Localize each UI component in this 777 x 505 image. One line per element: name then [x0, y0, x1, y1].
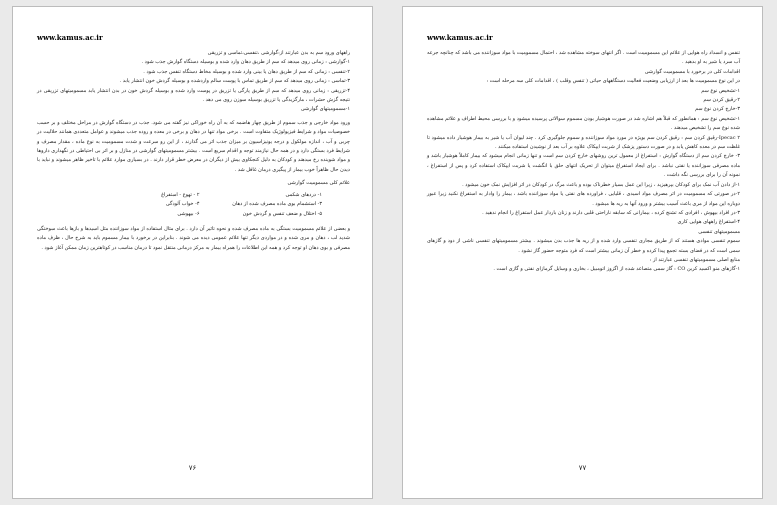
paragraph: ۱-تشخیص نوع سم : همانطور که قبلاً هم اشاره شد در صورت هوشیار بودن مسموم سوالاتی پرسیده میشود و با بررسی محیط اطراف و علائم مشاهده شده نوع سم را تشخیص میدهند . [427, 115, 740, 132]
table-cell: ۴- خواب آلودگی [165, 201, 200, 208]
paragraph [427, 134, 740, 153]
list-item: ۳-خارج کردن نوع سم [695, 106, 740, 113]
table-title: علائم کلی مسمومیت گوارشی [287, 180, 350, 187]
table-cell: ۳- استشمام بوی ماده مصرف شده از دهان [232, 201, 322, 208]
paragraph: ۱-گوارشی : زمانی روی میدهد که سم از طریق دهان وارد شده و بوسیله دستگاه گوارش جذب شود . [141, 59, 350, 66]
paragraph: در این نوع مسمومیت ها بعد از ارزیابی وضعیت فعالیت دستگاههای حیاتی ( تنفس وقلب ) ، اقدامات کلی سه مرحله است : [486, 78, 740, 85]
paragraph: ورود مواد خارجی و جذب سموم از طریق چهار هاضمه که به آن راه خوراکی نیز گفته می شود. جذب در دستگاه گوارش در مراحل مختلف و بر حسب خصوصیات مواد و شرایط فیزیولوژیک متفاوت است . برخی مواد تنها در دهان و برخی در معده و روده جذب میشوند و عوامل متعددی همانند حلالیت در چربی و آب ، اندازه مولکول و درجه یونیزاسیون بر میزان جذب اثر می گذارند ، از این رو سرعت و شدت مسمومیت به نوع ماده ، مقدار مصرف و شرایط فرد بستگی دارد و در همه حال نیازمند توجه و اقدام سریع است . بیشتر مسمومیتهای گوارشی در منازل و بر اثر بی احتیاطی در نگهداری داروها و مواد شوینده رخ میدهند و کودکان به دلیل کنجکاوی بیش از دیگران در معرض خطر قرار دارند . در بسیاری موارد علائم با تاخیر ظاهر میشوند و نباید با دیدن حال ظاهراً خوب بیمار از پیگیری درمان غافل شد . [37, 119, 350, 173]
paragraph-text: ۲-رقیق کردن سم : رقیق کردن سم بویژه در مورد مواد سوزاننده و سموم جلوگیری کرد . چند لیوان آب یا شیر به بیمار هوشیار داده میشود تا غلظت سم در معده کاهش یابد و در صورت دستور پزشک از شربت ایپکاک علاوه بر آب بعد از نوشیدن استفاده میکنند . [427, 134, 740, 151]
page-number: ۷۷ [578, 464, 587, 472]
ipecac-label: Ipecac [718, 134, 736, 141]
paragraph: ۲-در صورتی که مسمومیت در اثر مصرف مواد اسیدی ، قلیایی ، فراورده های نفتی یا مواد سوزاننده باشد ، بیمار را وادار به استفراغ نکنید زیرا عبور دوباره این مواد از مری باعث آسیب بیشتر و ورود آنها به ریه ها میشود . [427, 191, 740, 207]
left-page [12, 6, 373, 499]
list-item: ۲-رقیق کردن سم [703, 97, 740, 104]
page-body [427, 49, 740, 275]
header-url: www.kamus.ac.ir [427, 33, 493, 42]
header-url: www.kamus.ac.ir [37, 33, 103, 42]
paragraph: ۴-استفراغ راههای هوایی کاری [677, 219, 740, 226]
paragraph: ۱-از دادن آب نمک برای کودکان بپرهیزید ، زیرا این عمل بسیار خطرناک بوده و باعث مرگ در کودکان در اثر افزایش نمک خون میشود . [462, 181, 740, 188]
paragraph: سموم تنفسی موادی هستند که از طریق مجاری تنفسی وارد شده و از ریه ها جذب بدن میشوند . بیشتر مسمومیتهای تنفسی ناشی از دود و گازهای سمی است که در فضای بسته تجمع پیدا کرده و خطر آن زمانی بیشتر است که فرد متوجه حضور گاز نشود . [427, 238, 740, 254]
symptoms-table [77, 191, 322, 219]
section-heading: مسمومیتهای تنفسی [698, 228, 740, 235]
paragraph: ۳-در افراد بیهوش ، افرادی که تشنج کرده ، بیمارانی که سابقه ناراحتی قلبی دارند و زنان باردار عمل استفراغ را انجام ندهید . [482, 209, 740, 216]
paragraph: ۳- خارج کردن سم از دستگاه گوارش : استفراغ از معمول ترین روشهای خارج کردن سم است و تنها زمانی انجام میشود که بیمار کاملاً هوشیار باشد و ماده مصرفی سوزاننده یا نفتی نباشد . برای ایجاد استفراغ میتوان از تحریک انتهای حلق با انگشت یا شربت ایپکاک استفاده کرد و پس از استفراغ ، نمونه آن را برای بررسی نگه داشت . [427, 153, 740, 179]
table-cell: ۱- دردهای شکمی [285, 191, 322, 198]
paragraph: تنفس و انسداد راه هوایی از علائم این مسمومیت است . اگر انتهای سوخته مشاهده شد ، احتمال مسمومیت با مواد سوزاننده می باشد که چنانچه جرعه آب سرد یا شیر به او بدهید . [427, 50, 741, 66]
list-item: ۱-تشخیص نوع سم [701, 87, 740, 94]
paragraph: راههای ورود سم به بدن عبارتند از:گوارشی ،تنفسی،تماسی و تزریقی [207, 50, 350, 56]
paragraph: و بعضی از علائم مسمومیت بستگی به ماده مصرف شده و نحوه تاثیر آن دارد . برای مثال استفاده از مواد سوزاننده مثل اسیدها و بازها باعث سوختگی شدید لب ، دهان و مری شده و در مواردی دیگر تنها علائم عمومی دیده می شوند . بنابراین در برخورد با بیمار مسموم باید به شرح حال ، ظرف ماده مصرفی و بوی دهان او توجه کرد و همه این اطلاعات را همراه بیمار به مرکز درمانی منتقل نمود تا درمان مناسب در کوتاهترین زمان ممکن آغاز شود . [37, 225, 350, 251]
section-heading: اقدامات کلی در برخورد با مسمومیت گوارشی [644, 68, 740, 75]
page-body [37, 49, 350, 253]
paragraph: ۳-تماسی : زمانی روی میدهد که سم از طریق تماس با پوست سالم واردشده و بوسیله گردش خون انتشار یابد . [119, 78, 350, 85]
section-heading: ۱-مسمومیتهای گوارشی [300, 106, 350, 113]
paragraph: ۴-تزریقی : زمانی روی میدهد که سم از طریق پارگی یا تزریق در پوست وارد شده و بوسیله گردش خون در بدن انتشار یابد مسمومیتهای تزریقی در نتیجه گزش حشرات ، مارگزیدگی یا تزریق بوسیله سوزن روی می دهد . [37, 87, 350, 104]
table-cell: ۶- بیهوشی [177, 210, 200, 217]
right-page [402, 6, 763, 499]
table-cell: ۵- اختلال و ضعف تنفس و گردش خون [242, 210, 322, 217]
table-cell: ۲ - تهوع - استفراغ [161, 191, 200, 198]
page-number: ۷۶ [188, 464, 197, 472]
list-title: منابع اصلی مسمومیتهای تنفسی عبارتند از : [649, 256, 740, 263]
paragraph: ۲-تنفسی : زمانی که سم از طریق دهان یا بینی وارد شده و بوسیله مخاط دستگاه تنفس جذب شود . [143, 68, 350, 75]
paragraph: ۱-گازهای منو اکسید کربن CO : گاز سمی متصاعد شده از اگزوز اتومبیل ، بخاری و وسایل گرمازای نفتی و گازی است . [493, 266, 740, 273]
